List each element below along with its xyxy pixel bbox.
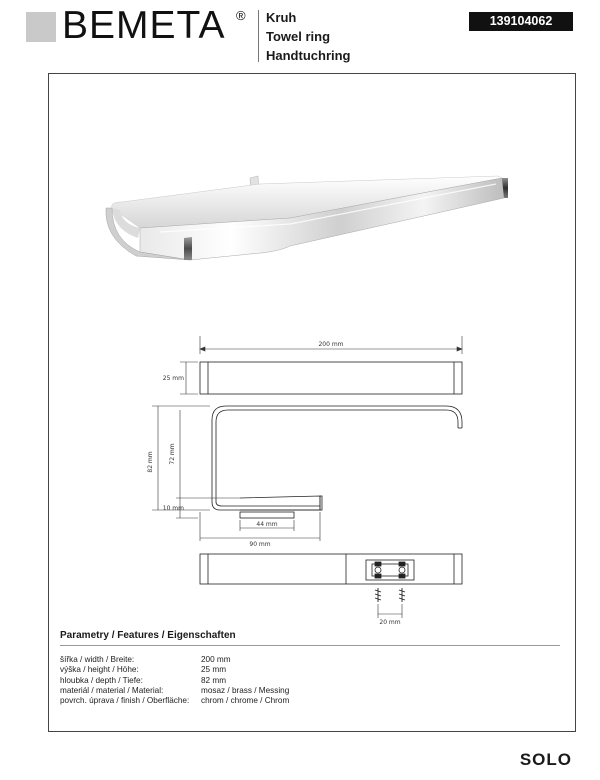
logo-square xyxy=(26,12,56,42)
spec-row xyxy=(60,676,289,686)
header xyxy=(0,0,600,75)
parameters-section xyxy=(60,630,560,706)
product-names xyxy=(266,8,351,65)
spec-label: povrch. úprava / finish / Oberfläche: xyxy=(60,696,190,706)
spec-value: 25 mm xyxy=(201,665,227,675)
spec-table xyxy=(60,655,289,706)
parameters-title: Parametry / Features / Eigenschaften xyxy=(60,630,236,641)
registered-mark: ® xyxy=(236,8,246,23)
spec-label: šířka / width / Breite: xyxy=(60,655,135,664)
product-code: 139104062 xyxy=(469,12,573,31)
dim-base-width-label: 44 mm xyxy=(256,521,278,528)
header-divider xyxy=(258,10,259,62)
dim-height-label: 25 mm xyxy=(162,375,184,382)
series-name: SOLO xyxy=(519,750,572,769)
spec-label: materiál / material / Material: xyxy=(60,685,164,695)
product-name-cs: Kruh xyxy=(266,10,297,25)
spec-row xyxy=(60,665,289,675)
dim-depth-label: 90 mm xyxy=(249,541,271,548)
dim-depth-total-label: 82 mm xyxy=(147,451,154,473)
spec-value: chrom / chrome / Chrom xyxy=(201,696,290,706)
product-name-en: Towel ring xyxy=(266,29,331,44)
spec-value: mosaz / brass / Messing xyxy=(201,685,290,695)
spec-row xyxy=(60,696,289,706)
parameters-divider xyxy=(60,645,560,646)
spec-row xyxy=(60,686,289,696)
dim-screws-label: 20 mm xyxy=(379,619,401,626)
spec-value: 82 mm xyxy=(201,675,227,685)
dim-width-label: 200 mm xyxy=(318,341,344,348)
technical-drawing xyxy=(140,326,480,631)
spec-label: hloubka / depth / Tiefe: xyxy=(60,675,143,685)
brand-logo: BEMETA xyxy=(62,4,226,47)
product-name-de: Handtuchring xyxy=(266,48,351,63)
spec-label: výška / height / Höhe: xyxy=(60,665,139,675)
spec-row xyxy=(60,655,289,665)
spec-value: 200 mm xyxy=(201,655,231,664)
dim-inner-label: 72 mm xyxy=(169,443,176,465)
product-photo xyxy=(100,168,510,298)
dim-base-label: 10 mm xyxy=(162,505,184,512)
